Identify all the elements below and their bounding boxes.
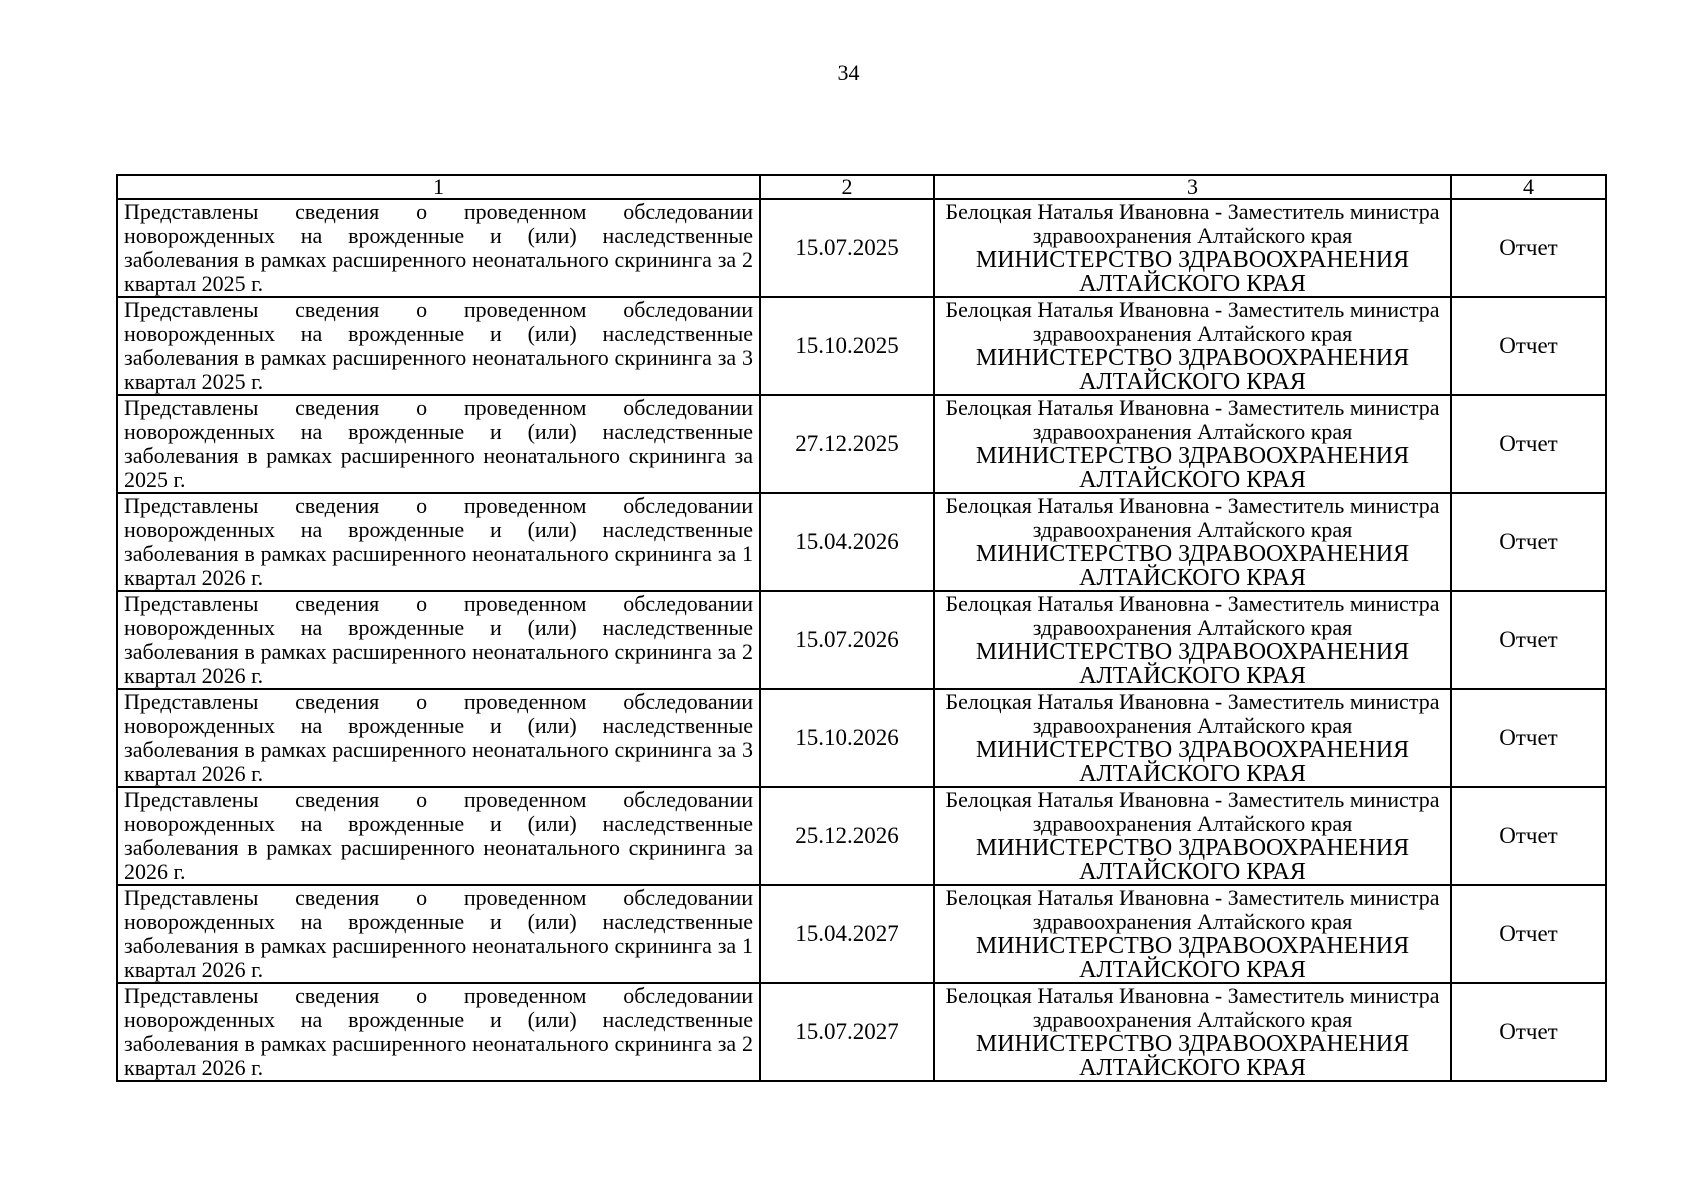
responsible-cell bbox=[934, 983, 1451, 1081]
page-number: 34 bbox=[837, 60, 860, 85]
date-cell: 15.10.2026 bbox=[760, 689, 934, 787]
description-cell: Представлены сведения о проведенном обследовании новорожденных на врожденные и (или) наследственные заболевания в рамках расширенного неонатального скрининга за 2 квартал 2026 г. bbox=[117, 983, 760, 1081]
doc-type-cell: Отчет bbox=[1451, 787, 1606, 885]
column-header-3: 3 bbox=[934, 175, 1451, 199]
date-cell: 27.12.2025 bbox=[760, 395, 934, 493]
responsible-org: МИНИСТЕРСТВО ЗДРАВООХРАНЕНИЯ АЛТАЙСКОГО КРАЯ bbox=[975, 1031, 1410, 1081]
responsible-person: Белоцкая Наталья Ивановна - Заместитель министра здравоохранения Алтайского края bbox=[945, 885, 1440, 934]
responsible-cell bbox=[934, 199, 1451, 297]
table-row bbox=[117, 297, 1606, 395]
column-header-4: 4 bbox=[1451, 175, 1606, 199]
responsible-person: Белоцкая Наталья Ивановна - Заместитель министра здравоохранения Алтайского края bbox=[945, 297, 1440, 346]
responsible-org: МИНИСТЕРСТВО ЗДРАВООХРАНЕНИЯ АЛТАЙСКОГО КРАЯ bbox=[975, 345, 1410, 395]
responsible-org: МИНИСТЕРСТВО ЗДРАВООХРАНЕНИЯ АЛТАЙСКОГО КРАЯ bbox=[975, 737, 1410, 787]
responsible-cell bbox=[934, 591, 1451, 689]
table-row bbox=[117, 983, 1606, 1081]
doc-type-cell: Отчет bbox=[1451, 591, 1606, 689]
table-row bbox=[117, 199, 1606, 297]
responsible-cell bbox=[934, 395, 1451, 493]
responsible-person: Белоцкая Наталья Ивановна - Заместитель министра здравоохранения Алтайского края bbox=[945, 493, 1440, 542]
table-row bbox=[117, 787, 1606, 885]
responsible-org: МИНИСТЕРСТВО ЗДРАВООХРАНЕНИЯ АЛТАЙСКОГО КРАЯ bbox=[975, 639, 1410, 689]
responsible-cell bbox=[934, 885, 1451, 983]
responsible-cell bbox=[934, 493, 1451, 591]
description-cell: Представлены сведения о проведенном обследовании новорожденных на врожденные и (или) наследственные заболевания в рамках расширенного неонатального скрининга за 3 квартал 2026 г. bbox=[117, 689, 760, 787]
description-cell: Представлены сведения о проведенном обследовании новорожденных на врожденные и (или) наследственные заболевания в рамках расширенного неонатального скрининга за 2 квартал 2026 г. bbox=[117, 591, 760, 689]
responsible-org: МИНИСТЕРСТВО ЗДРАВООХРАНЕНИЯ АЛТАЙСКОГО КРАЯ bbox=[975, 247, 1410, 297]
responsible-person: Белоцкая Наталья Ивановна - Заместитель министра здравоохранения Алтайского края bbox=[945, 689, 1440, 738]
doc-type-cell: Отчет bbox=[1451, 395, 1606, 493]
doc-type-cell: Отчет bbox=[1451, 689, 1606, 787]
responsible-org: МИНИСТЕРСТВО ЗДРАВООХРАНЕНИЯ АЛТАЙСКОГО КРАЯ bbox=[975, 933, 1410, 983]
description-cell: Представлены сведения о проведенном обследовании новорожденных на врожденные и (или) наследственные заболевания в рамках расширенного неонатального скрининга за 2 квартал 2025 г. bbox=[117, 199, 760, 297]
description-cell: Представлены сведения о проведенном обследовании новорожденных на врожденные и (или) наследственные заболевания в рамках расширенного неонатального скрининга за 1 квартал 2026 г. bbox=[117, 493, 760, 591]
responsible-org: МИНИСТЕРСТВО ЗДРАВООХРАНЕНИЯ АЛТАЙСКОГО КРАЯ bbox=[975, 541, 1410, 591]
doc-type-cell: Отчет bbox=[1451, 983, 1606, 1081]
date-cell: 15.07.2026 bbox=[760, 591, 934, 689]
responsible-cell bbox=[934, 689, 1451, 787]
table-row bbox=[117, 885, 1606, 983]
description-cell: Представлены сведения о проведенном обследовании новорожденных на врожденные и (или) наследственные заболевания в рамках расширенного неонатального скрининга за 3 квартал 2025 г. bbox=[117, 297, 760, 395]
description-cell: Представлены сведения о проведенном обследовании новорожденных на врожденные и (или) наследственные заболевания в рамках расширенного неонатального скрининга за 2025 г. bbox=[117, 395, 760, 493]
responsible-person: Белоцкая Наталья Ивановна - Заместитель министра здравоохранения Алтайского края bbox=[945, 395, 1440, 444]
responsible-person: Белоцкая Наталья Ивановна - Заместитель министра здравоохранения Алтайского края bbox=[945, 591, 1440, 640]
doc-type-cell: Отчет bbox=[1451, 297, 1606, 395]
date-cell: 25.12.2026 bbox=[760, 787, 934, 885]
date-cell: 15.04.2027 bbox=[760, 885, 934, 983]
table-row bbox=[117, 591, 1606, 689]
responsible-person: Белоцкая Наталья Ивановна - Заместитель министра здравоохранения Алтайского края bbox=[945, 983, 1440, 1032]
table-row bbox=[117, 493, 1606, 591]
responsible-person: Белоцкая Наталья Ивановна - Заместитель министра здравоохранения Алтайского края bbox=[945, 199, 1440, 248]
description-cell: Представлены сведения о проведенном обследовании новорожденных на врожденные и (или) наследственные заболевания в рамках расширенного неонатального скрининга за 1 квартал 2026 г. bbox=[117, 885, 760, 983]
table-row bbox=[117, 689, 1606, 787]
column-header-1: 1 bbox=[117, 175, 760, 199]
responsible-cell bbox=[934, 297, 1451, 395]
date-cell: 15.07.2025 bbox=[760, 199, 934, 297]
date-cell: 15.04.2026 bbox=[760, 493, 934, 591]
responsible-org: МИНИСТЕРСТВО ЗДРАВООХРАНЕНИЯ АЛТАЙСКОГО КРАЯ bbox=[975, 443, 1410, 493]
column-header-2: 2 bbox=[760, 175, 934, 199]
description-cell: Представлены сведения о проведенном обследовании новорожденных на врожденные и (или) наследственные заболевания в рамках расширенного неонатального скрининга за 2026 г. bbox=[117, 787, 760, 885]
report-schedule-table bbox=[116, 174, 1607, 1082]
doc-type-cell: Отчет bbox=[1451, 885, 1606, 983]
responsible-org: МИНИСТЕРСТВО ЗДРАВООХРАНЕНИЯ АЛТАЙСКОГО КРАЯ bbox=[975, 835, 1410, 885]
responsible-person: Белоцкая Наталья Ивановна - Заместитель министра здравоохранения Алтайского края bbox=[945, 787, 1440, 836]
doc-type-cell: Отчет bbox=[1451, 199, 1606, 297]
date-cell: 15.07.2027 bbox=[760, 983, 934, 1081]
date-cell: 15.10.2025 bbox=[760, 297, 934, 395]
table-header-row bbox=[117, 175, 1606, 199]
responsible-cell bbox=[934, 787, 1451, 885]
doc-type-cell: Отчет bbox=[1451, 493, 1606, 591]
table-row bbox=[117, 395, 1606, 493]
